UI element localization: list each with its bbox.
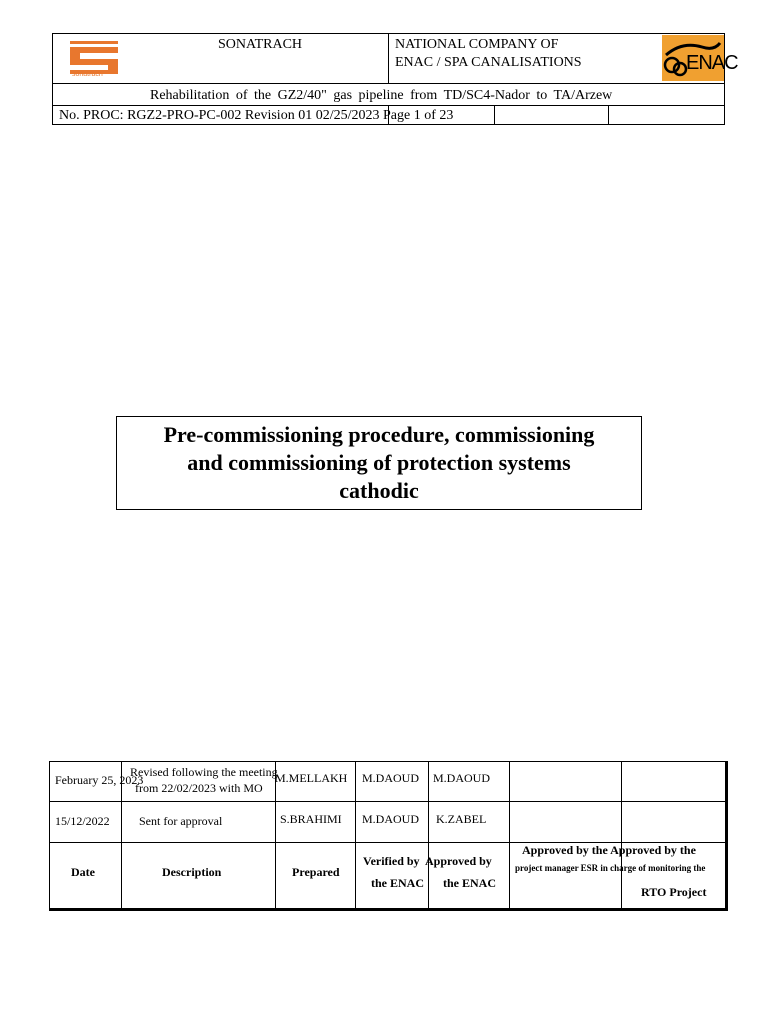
- revision-description-line2: from 22/02/2023 with MO: [135, 781, 263, 795]
- header-description: Description: [162, 865, 222, 879]
- procedure-reference: No. PROC: RGZ2-PRO-PC-002 Revision 01 02/25/2023 Page 1 of 23: [59, 108, 454, 123]
- revision-verified: M.DAOUD: [362, 771, 419, 785]
- revision-prepared: M.MELLAKH: [275, 771, 348, 785]
- document-header: [52, 33, 738, 125]
- revision-table: [49, 761, 728, 911]
- revision-date: February 25, 2023: [55, 773, 144, 787]
- header-approved-line1: Approved by: [425, 854, 492, 868]
- title-line-1: Pre-commissioning procedure, commissioning: [163, 422, 595, 447]
- project-title: Rehabilitation of the GZ2/40" gas pipeline from TD/SC4-Nador to TA/Arzew: [150, 88, 613, 103]
- header-pm-line2: project manager ESR in charge of monitoring the: [515, 863, 706, 873]
- header-approved-line2: the ENAC: [443, 876, 496, 890]
- header-prepared: Prepared: [292, 865, 340, 879]
- header-date: Date: [71, 865, 95, 879]
- revision-approved-enac: M.DAOUD: [433, 771, 490, 785]
- right-company-line1: NATIONAL COMPANY OF: [395, 37, 559, 52]
- revision-description-line1: Revised following the meeting: [130, 765, 278, 779]
- right-company-line2: ENAC / SPA CANALISATIONS: [395, 55, 582, 70]
- enac-logo-text: ENAC: [686, 52, 738, 74]
- title-line-2: and commissioning of protection systems: [187, 450, 571, 475]
- revision-prepared: S.BRAHIMI: [280, 812, 342, 826]
- revision-date: 15/12/2022: [55, 814, 110, 828]
- document-title: [164, 421, 595, 505]
- sonatrach-logo-text: sonatrach: [72, 71, 103, 78]
- header-pm-line1: Approved by the Approved by the: [522, 843, 696, 857]
- title-line-3: cathodic: [339, 478, 419, 503]
- document-title-box: [116, 416, 642, 510]
- revision-description: Sent for approval: [139, 814, 223, 828]
- header-verified-line2: the ENAC: [371, 876, 424, 890]
- header-pm-line3: RTO Project: [641, 885, 707, 899]
- header-verified-line1: Verified by: [363, 854, 420, 868]
- revision-verified: M.DAOUD: [362, 812, 419, 826]
- revision-approved-enac: K.ZABEL: [436, 812, 487, 826]
- left-company-name: SONATRACH: [218, 37, 303, 52]
